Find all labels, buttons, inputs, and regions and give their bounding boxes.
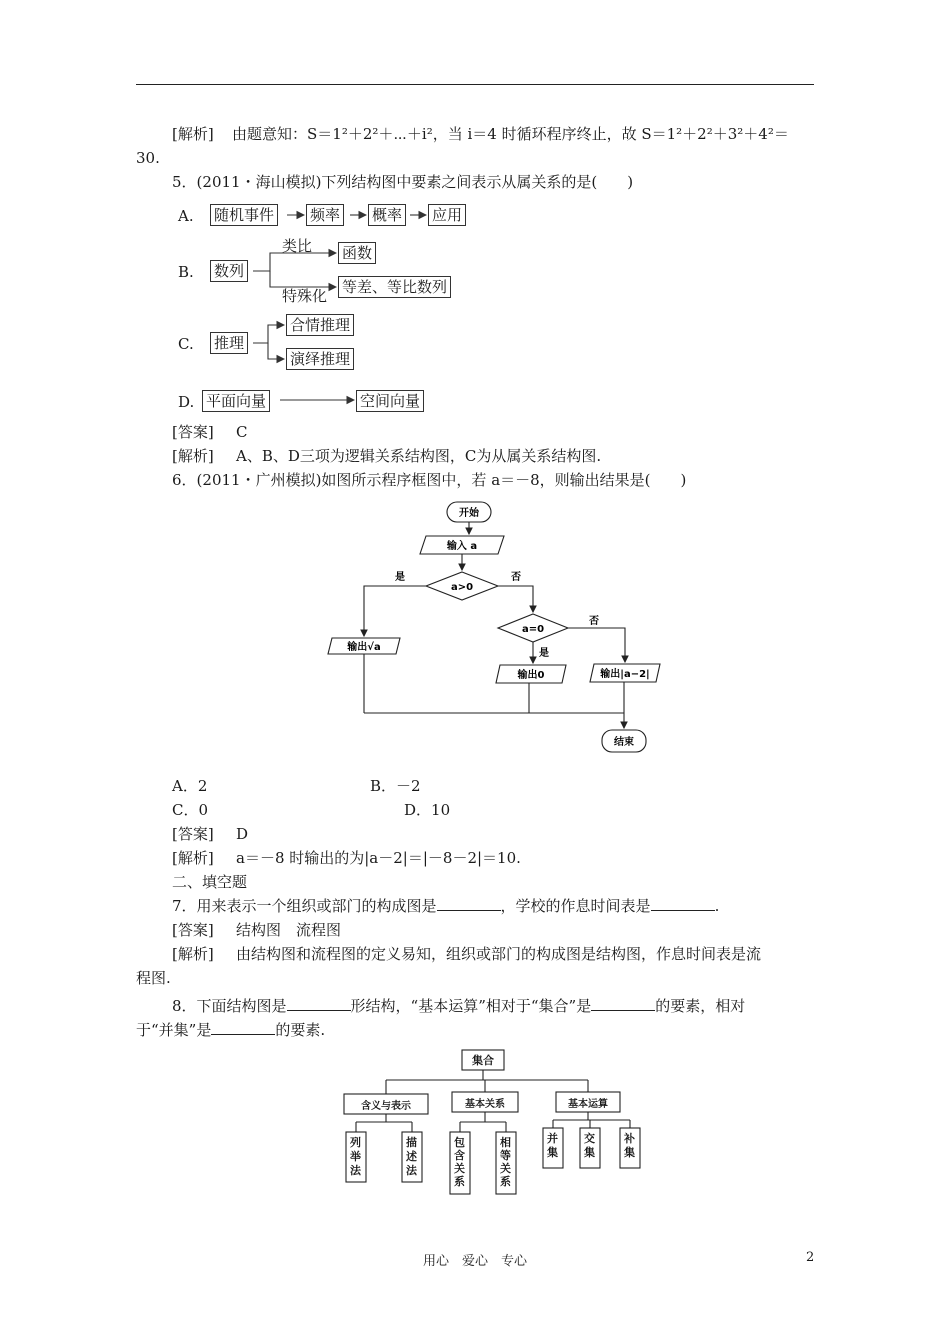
tree-b3: 基本运算 bbox=[568, 1099, 608, 1110]
tree-l5: 并集 bbox=[547, 1132, 558, 1159]
flow-yes2: 是 bbox=[539, 648, 549, 659]
tree-b2: 基本关系 bbox=[465, 1099, 505, 1110]
flow-end: 结束 bbox=[614, 737, 634, 748]
q8-blank-2 bbox=[591, 996, 655, 1011]
q5-answer: C bbox=[236, 423, 248, 441]
q7-stem: 7．用来表示一个组织或部门的构成图是 ，学校的作息时间表是 . bbox=[172, 897, 720, 915]
q7-analysis-cont: 程图. bbox=[136, 969, 171, 987]
q5-stem: 5．(2011・海山模拟)下列结构图中要素之间表示从属关系的是( ) bbox=[172, 173, 634, 191]
q5a-box-3: 概率 bbox=[368, 204, 406, 226]
q7-blank-1 bbox=[437, 896, 501, 911]
q6-analysis: a＝－8 时输出的为|a－2|＝|－8－2|＝10. bbox=[236, 849, 521, 867]
flow-cond1: a>0 bbox=[450, 582, 474, 593]
q5c-box-1: 合情推理 bbox=[286, 314, 354, 336]
q7-analysis-tag: [解析] bbox=[172, 945, 214, 963]
page-footer: 用心 爱心 专心 bbox=[422, 1254, 527, 1269]
q5b-upper-label: 类比 bbox=[282, 237, 313, 255]
q6-flowchart bbox=[0, 490, 950, 770]
flow-input: 输入 a bbox=[446, 541, 478, 552]
q5b-lower-label: 特殊化 bbox=[282, 287, 328, 305]
q5b-lower-box: 等差、等比数列 bbox=[338, 276, 451, 298]
tree-l1: 列举法 bbox=[350, 1136, 361, 1177]
q6-answer-tag: [答案] bbox=[172, 825, 214, 843]
flow-out-zero: 输出0 bbox=[517, 670, 545, 681]
q5-option-c-label: C. bbox=[178, 335, 194, 353]
q8-stem: 8．下面结构图是 形结构，“基本运算”相对于“集合”是 的要素，相对 bbox=[172, 997, 746, 1015]
q7-blank-2 bbox=[651, 896, 715, 911]
analysis-continuation: 30. bbox=[136, 149, 160, 167]
flow-start: 开始 bbox=[459, 508, 479, 519]
q5a-box-1: 随机事件 bbox=[210, 204, 278, 226]
flow-no2: 否 bbox=[589, 616, 599, 627]
flow-cond2: a=0 bbox=[521, 624, 545, 635]
q5-analysis: A、B、D三项为逻辑关系结构图，C为从属关系结构图. bbox=[236, 447, 602, 465]
flow-yes1: 是 bbox=[395, 572, 405, 583]
q8-blank-1 bbox=[287, 996, 351, 1011]
q8-blank-3 bbox=[211, 1020, 275, 1035]
q6-stem: 6．(2011・广州模拟)如图所示程序框图中，若 a＝－8，则输出结果是( ) bbox=[172, 471, 687, 489]
tree-l3: 包含关系 bbox=[454, 1136, 465, 1188]
q5-connectors bbox=[0, 0, 950, 420]
q5-option-a-label: A. bbox=[178, 207, 194, 225]
q5-option-d-label: D. bbox=[178, 393, 195, 411]
analysis-text: 由题意知：S＝1²＋2²＋⋯＋i²，当 i＝4 时循环程序终止，故 S＝1²＋2²＋3²＋4²＝ bbox=[232, 125, 789, 143]
q5b-root-box: 数列 bbox=[210, 260, 248, 282]
q7-answer: 结构图 流程图 bbox=[236, 921, 342, 939]
tree-root: 集合 bbox=[472, 1054, 494, 1067]
flow-no1: 否 bbox=[511, 572, 521, 583]
page-number: 2 bbox=[806, 1250, 815, 1265]
q6-choice-a: A．2 bbox=[172, 777, 208, 795]
q5c-root-box: 推理 bbox=[210, 332, 248, 354]
analysis-tag: [解析] bbox=[172, 125, 214, 143]
q6-choice-c: C．0 bbox=[172, 801, 209, 819]
tree-b1: 含义与表示 bbox=[361, 1101, 411, 1112]
q5-option-b-label: B. bbox=[178, 263, 194, 281]
tree-l2: 描述法 bbox=[406, 1136, 417, 1177]
q5b-upper-box: 函数 bbox=[338, 242, 376, 264]
tree-l7: 补集 bbox=[624, 1132, 635, 1159]
flow-out-sqrt: 输出√a bbox=[347, 642, 381, 653]
q6-choice-d: D．10 bbox=[404, 801, 451, 819]
section-title: 二、填空题 bbox=[172, 873, 248, 891]
q5a-box-4: 应用 bbox=[428, 204, 466, 226]
flow-out-abs: 输出|a−2| bbox=[600, 669, 650, 680]
q5-analysis-tag: [解析] bbox=[172, 447, 214, 465]
tree-l6: 交集 bbox=[584, 1132, 595, 1159]
q5-answer-tag: [答案] bbox=[172, 423, 214, 441]
q5d-box-1: 平面向量 bbox=[202, 390, 270, 412]
q7-analysis: 由结构图和流程图的定义易知，组织或部门的构成图是结构图，作息时间表是流 bbox=[236, 945, 762, 963]
q8-stem-line2: 于“并集”是 的要素. bbox=[136, 1021, 326, 1039]
q6-answer: D bbox=[236, 825, 249, 843]
q6-analysis-tag: [解析] bbox=[172, 849, 214, 867]
tree-l4: 相等关系 bbox=[500, 1136, 511, 1188]
q5a-box-2: 频率 bbox=[306, 204, 344, 226]
q5d-box-2: 空间向量 bbox=[356, 390, 424, 412]
q7-answer-tag: [答案] bbox=[172, 921, 214, 939]
q5c-box-2: 演绎推理 bbox=[286, 348, 354, 370]
q6-choice-b: B．－2 bbox=[370, 777, 421, 795]
